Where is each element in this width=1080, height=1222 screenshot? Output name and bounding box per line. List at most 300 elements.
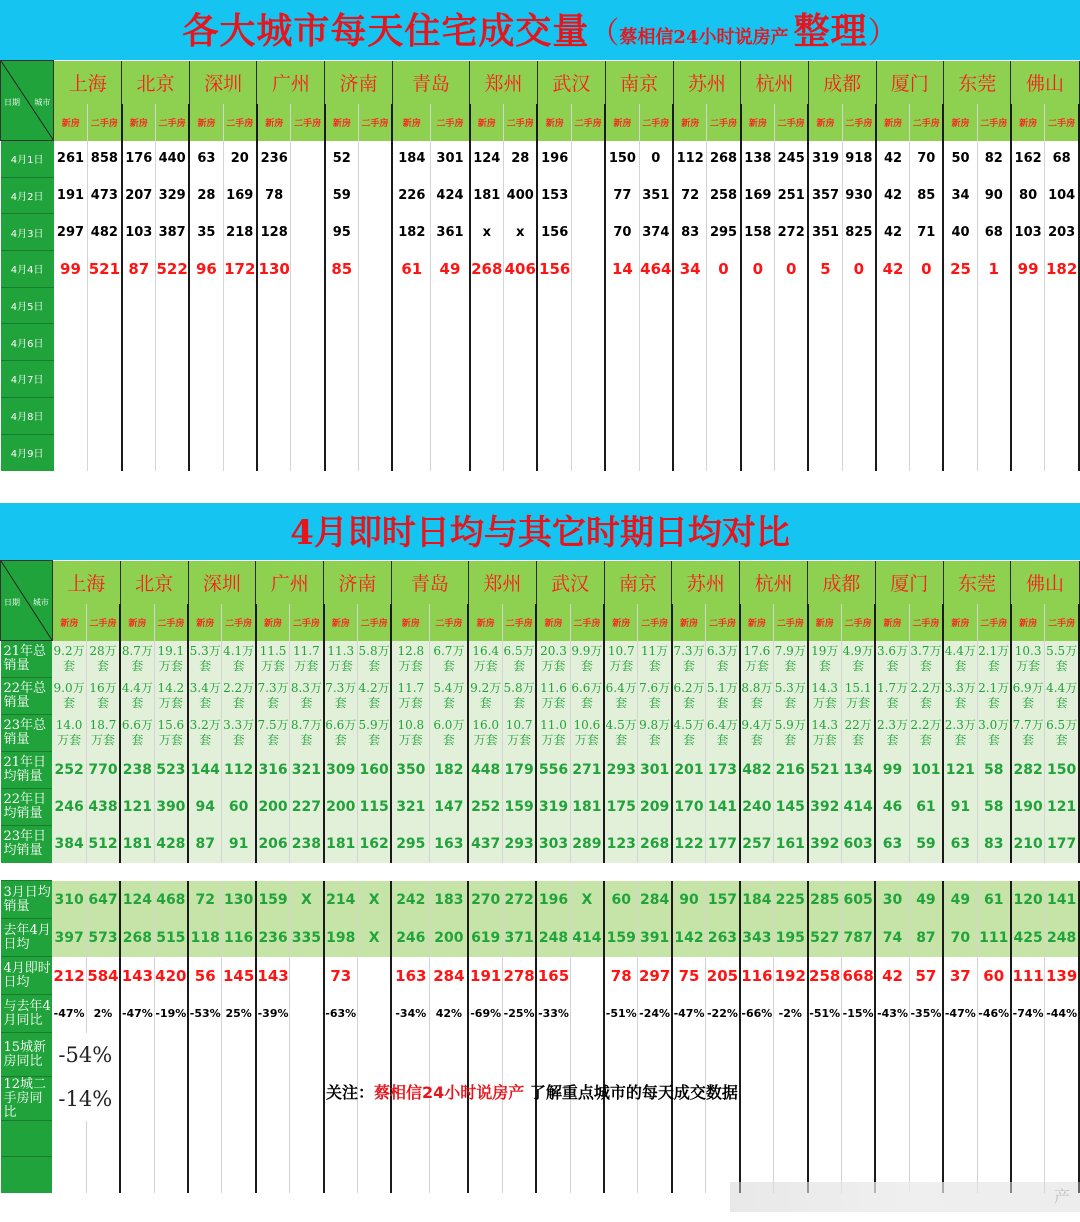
compare-value-cell: 173 xyxy=(706,752,740,789)
compare-subheader-used: 二手房 xyxy=(774,604,808,641)
compare-value-cell: 162 xyxy=(357,826,391,863)
daily-subheader-used: 二手房 xyxy=(775,104,809,141)
compare-value-cell: 7.3万套 xyxy=(256,678,290,715)
empty-cell xyxy=(120,1121,154,1157)
compare-value-cell: 159 xyxy=(502,789,536,826)
daily-subheader-used: 二手房 xyxy=(639,104,673,141)
daily-value-cell xyxy=(571,251,605,288)
daily-value-cell: 521 xyxy=(88,251,122,288)
daily-value-cell xyxy=(537,324,571,361)
compare-value-cell: 6.4万套 xyxy=(604,678,638,715)
daily-value-cell: 158 xyxy=(741,214,775,251)
compare-value-cell: -2% xyxy=(774,995,808,1033)
empty-cell xyxy=(290,1121,324,1157)
daily-value-cell xyxy=(88,361,122,398)
compare-value-cell: 195 xyxy=(774,919,808,957)
compare-value-cell: 160 xyxy=(357,752,391,789)
daily-value-cell xyxy=(775,434,809,471)
daily-value-cell: 169 xyxy=(741,177,775,214)
daily-value-cell: 34 xyxy=(943,177,977,214)
compare-value-cell: 4.2万套 xyxy=(357,678,391,715)
daily-value-cell xyxy=(571,287,605,324)
compare-value-cell: 523 xyxy=(154,752,188,789)
daily-value-cell xyxy=(1011,324,1045,361)
compare-value-cell: 437 xyxy=(468,826,502,863)
compare-value-cell: 161 xyxy=(774,826,808,863)
daily-value-cell: 99 xyxy=(54,251,88,288)
compare-value-cell: 19.1万套 xyxy=(154,641,188,678)
compare-subheader-new: 新房 xyxy=(391,604,430,641)
compare-value-cell: 3.2万套 xyxy=(188,715,222,752)
daily-value-cell: 42 xyxy=(876,141,910,178)
compare-value-cell: 19万套 xyxy=(808,641,842,678)
daily-value-cell xyxy=(571,324,605,361)
daily-value-cell: 0 xyxy=(910,251,944,288)
daily-value-cell: 156 xyxy=(537,251,571,288)
compare-value-cell: 527 xyxy=(808,919,842,957)
daily-value-cell: 28 xyxy=(504,141,538,178)
daily-value-cell: 196 xyxy=(537,141,571,178)
compare-value-cell: 289 xyxy=(570,826,604,863)
daily-value-cell xyxy=(842,324,876,361)
compare-value-cell: 121 xyxy=(1045,789,1079,826)
compare-value-cell: 295 xyxy=(391,826,430,863)
compare-value-cell: 271 xyxy=(570,752,604,789)
compare-value-cell: 120 xyxy=(1011,881,1045,919)
daily-value-cell: 99 xyxy=(1011,251,1045,288)
compare-value-cell: 16万套 xyxy=(86,678,120,715)
daily-value-cell: 0 xyxy=(639,141,673,178)
empty-cell xyxy=(468,1033,502,1077)
compare-value-cell: 335 xyxy=(290,919,324,957)
compare-value-cell: 2.2万套 xyxy=(222,678,256,715)
daily-value-cell xyxy=(291,434,325,471)
daily-subheader-new: 新房 xyxy=(122,104,156,141)
daily-value-cell xyxy=(876,434,910,471)
daily-city-header: 苏州 xyxy=(673,61,741,104)
compare-value-cell: 157 xyxy=(706,881,740,919)
compare-value-cell: 61 xyxy=(977,881,1011,919)
daily-value-cell: 72 xyxy=(673,177,707,214)
follow-note xyxy=(326,1080,738,1103)
daily-value-cell xyxy=(910,397,944,434)
empty-cell xyxy=(570,1157,604,1193)
summary-value: -54% xyxy=(52,1033,120,1077)
empty-cell xyxy=(536,1121,570,1157)
empty-cell xyxy=(502,1157,536,1193)
compare-value-cell: 15.1万套 xyxy=(841,678,875,715)
corner-date-label: 日期 xyxy=(4,598,20,607)
daily-value-cell xyxy=(639,324,673,361)
empty-cell xyxy=(290,1077,324,1121)
compare-value-cell: 159 xyxy=(604,919,638,957)
compare-value-cell: 147 xyxy=(430,789,469,826)
compare-value-cell: -51% xyxy=(604,995,638,1033)
daily-subheader-new: 新房 xyxy=(470,104,504,141)
compare-value-cell: 309 xyxy=(324,752,358,789)
daily-value-cell: 112 xyxy=(673,141,707,178)
daily-value-cell: 0 xyxy=(741,251,775,288)
empty-cell xyxy=(943,1121,977,1157)
daily-value-cell: 40 xyxy=(943,214,977,251)
compare-value-cell: 238 xyxy=(120,752,154,789)
daily-value-cell xyxy=(673,361,707,398)
daily-value-cell: 85 xyxy=(325,251,359,288)
corner-city-label: 城市 xyxy=(32,598,49,607)
daily-city-header: 广州 xyxy=(257,61,325,104)
empty-cell xyxy=(808,1077,842,1121)
compare-value-cell: 49 xyxy=(943,881,977,919)
daily-value-cell: 128 xyxy=(257,214,291,251)
empty-cell xyxy=(808,1121,842,1157)
daily-value-cell xyxy=(571,361,605,398)
compare-value-cell: 246 xyxy=(391,919,430,957)
daily-value-cell: 226 xyxy=(392,177,431,214)
daily-value-cell xyxy=(1045,324,1079,361)
empty-cell xyxy=(120,1033,154,1077)
daily-value-cell: 0 xyxy=(775,251,809,288)
compare-value-cell: 4.9万套 xyxy=(841,641,875,678)
daily-value-cell xyxy=(808,287,842,324)
compare-value-cell: 63 xyxy=(943,826,977,863)
summary-value: -14% xyxy=(52,1077,120,1121)
daily-value-cell: x xyxy=(504,214,538,251)
daily-value-cell: 268 xyxy=(470,251,504,288)
compare-value-cell: 272 xyxy=(502,881,536,919)
compare-value-cell: 257 xyxy=(740,826,774,863)
daily-subheader-new: 新房 xyxy=(876,104,910,141)
compare-value-cell: 177 xyxy=(706,826,740,863)
corner-city-label: 城市 xyxy=(34,98,51,107)
empty-cell xyxy=(977,1121,1011,1157)
daily-value-cell: 83 xyxy=(673,214,707,251)
compare-value-cell: 397 xyxy=(52,919,86,957)
daily-value-cell xyxy=(537,397,571,434)
daily-value-cell: 261 xyxy=(54,141,88,178)
daily-value-cell xyxy=(571,141,605,178)
compare-subheader-new: 新房 xyxy=(808,604,842,641)
compare-value-cell: 61 xyxy=(909,789,943,826)
compare-value-cell: 200 xyxy=(256,789,290,826)
watermark xyxy=(730,1182,1080,1212)
daily-subheader-new: 新房 xyxy=(943,104,977,141)
daily-subheader-new: 新房 xyxy=(189,104,223,141)
daily-value-cell xyxy=(639,287,673,324)
daily-value-cell xyxy=(325,324,359,361)
daily-value-cell xyxy=(1045,397,1079,434)
compare-value-cell: 2.1万套 xyxy=(977,641,1011,678)
empty-cell xyxy=(875,1077,909,1121)
empty-cell xyxy=(86,1157,120,1193)
compare-value-cell: 7.5万套 xyxy=(256,715,290,752)
compare-value-cell: 4.5万套 xyxy=(672,715,706,752)
empty-cell xyxy=(977,1033,1011,1077)
daily-value-cell xyxy=(189,324,223,361)
daily-value-cell: 218 xyxy=(223,214,257,251)
daily-value-cell xyxy=(1045,361,1079,398)
daily-value-cell: 138 xyxy=(741,141,775,178)
compare-value-cell: 209 xyxy=(638,789,672,826)
daily-value-cell: 124 xyxy=(470,141,504,178)
daily-value-cell: 272 xyxy=(775,214,809,251)
empty-cell xyxy=(909,1121,943,1157)
compare-value-cell: 6.7万套 xyxy=(430,641,469,678)
comparison-title: 4月即时日均与其它时期日均对比 xyxy=(290,513,790,553)
compare-value-cell: 163 xyxy=(430,826,469,863)
empty-cell xyxy=(774,1121,808,1157)
compare-value-cell: 83 xyxy=(977,826,1011,863)
compare-value-cell: 263 xyxy=(706,919,740,957)
empty-cell xyxy=(222,1121,256,1157)
compare-subheader-used: 二手房 xyxy=(154,604,188,641)
compare-value-cell: 175 xyxy=(604,789,638,826)
compare-subheader-new: 新房 xyxy=(52,604,86,641)
title-paren-open: （ xyxy=(589,16,620,51)
compare-value-cell: 111 xyxy=(977,919,1011,957)
daily-value-cell: 34 xyxy=(673,251,707,288)
empty-cell xyxy=(256,1033,290,1077)
date-label: 4月9日 xyxy=(1,434,54,471)
daily-subheader-used: 二手房 xyxy=(223,104,257,141)
empty-cell xyxy=(706,1033,740,1077)
compare-value-cell: 91 xyxy=(943,789,977,826)
empty-cell xyxy=(1011,1077,1045,1121)
empty-cell xyxy=(430,1033,469,1077)
daily-value-cell xyxy=(537,287,571,324)
empty-cell xyxy=(52,1157,86,1193)
compare-value-cell: 8.7万套 xyxy=(290,715,324,752)
empty-cell xyxy=(841,1121,875,1157)
daily-subheader-new: 新房 xyxy=(537,104,571,141)
compare-value-cell: 90 xyxy=(672,881,706,919)
daily-value-cell xyxy=(291,251,325,288)
daily-value-cell xyxy=(392,434,431,471)
empty-cell xyxy=(841,1033,875,1077)
daily-value-cell xyxy=(189,287,223,324)
compare-value-cell: 74 xyxy=(875,919,909,957)
row-label-empty xyxy=(1,1121,53,1157)
compare-value-cell: 5.5万套 xyxy=(1045,641,1079,678)
compare-value-cell: 9.8万套 xyxy=(638,715,672,752)
compare-value-cell: 5.9万套 xyxy=(774,715,808,752)
daily-subheader-used: 二手房 xyxy=(291,104,325,141)
empty-cell xyxy=(875,1121,909,1157)
daily-value-cell: 150 xyxy=(605,141,639,178)
compare-value-cell: 179 xyxy=(502,752,536,789)
daily-value-cell xyxy=(910,361,944,398)
daily-value-cell xyxy=(358,177,392,214)
compare-value-cell: 22万套 xyxy=(841,715,875,752)
daily-value-cell xyxy=(1011,434,1045,471)
compare-value-cell: 144 xyxy=(188,752,222,789)
compare-value-cell: 392 xyxy=(808,789,842,826)
compare-value-cell: 2.3万套 xyxy=(875,715,909,752)
daily-value-cell: 68 xyxy=(977,214,1011,251)
daily-value-cell: 245 xyxy=(775,141,809,178)
daily-value-cell xyxy=(257,324,291,361)
compare-subheader-new: 新房 xyxy=(672,604,706,641)
compare-value-cell: 556 xyxy=(536,752,570,789)
daily-value-cell xyxy=(707,361,741,398)
daily-value-cell xyxy=(808,324,842,361)
daily-value-cell xyxy=(943,361,977,398)
compare-value-cell: 428 xyxy=(154,826,188,863)
daily-value-cell xyxy=(291,214,325,251)
compare-value-cell: 16.0万套 xyxy=(468,715,502,752)
daily-volume-table xyxy=(0,60,1080,501)
daily-subheader-used: 二手房 xyxy=(842,104,876,141)
compare-value-cell: 425 xyxy=(1011,919,1045,957)
empty-cell xyxy=(909,1033,943,1077)
compare-value-cell: 6.5万套 xyxy=(502,641,536,678)
daily-value-cell: 42 xyxy=(876,251,910,288)
compare-value-cell: 414 xyxy=(841,789,875,826)
daily-value-cell: 357 xyxy=(808,177,842,214)
daily-value-cell xyxy=(325,361,359,398)
daily-value-cell: 207 xyxy=(122,177,156,214)
empty-cell xyxy=(943,1077,977,1121)
daily-value-cell: 156 xyxy=(537,214,571,251)
compare-city-header: 苏州 xyxy=(672,561,740,604)
compare-value-cell: 201 xyxy=(672,752,706,789)
compare-value-cell: 142 xyxy=(672,919,706,957)
daily-value-cell xyxy=(257,361,291,398)
empty-cell xyxy=(740,1033,774,1077)
compare-value-cell: 10.6万套 xyxy=(570,715,604,752)
compare-value-cell: 787 xyxy=(841,919,875,957)
daily-value-cell: 70 xyxy=(910,141,944,178)
empty-cell xyxy=(430,1157,469,1193)
daily-value-cell xyxy=(392,287,431,324)
daily-value-cell xyxy=(673,434,707,471)
compare-value-cell: 7.3万套 xyxy=(324,678,358,715)
compare-value-cell: 5.8万套 xyxy=(502,678,536,715)
compare-value-cell: 8.8万套 xyxy=(740,678,774,715)
compare-value-cell: 42% xyxy=(430,995,469,1033)
compare-value-cell: 212 xyxy=(52,957,86,995)
compare-value-cell: 46 xyxy=(875,789,909,826)
compare-value-cell: 573 xyxy=(86,919,120,957)
daily-value-cell xyxy=(504,361,538,398)
compare-value-cell: 123 xyxy=(604,826,638,863)
comparison-title-banner xyxy=(0,503,1080,560)
daily-value-cell: 258 xyxy=(707,177,741,214)
compare-value-cell: 9.4万套 xyxy=(740,715,774,752)
daily-value-cell: 20 xyxy=(223,141,257,178)
daily-value-cell xyxy=(257,434,291,471)
compare-value-cell: 278 xyxy=(502,957,536,995)
daily-value-cell xyxy=(189,434,223,471)
compare-value-cell: -44% xyxy=(1045,995,1079,1033)
compare-value-cell: 196 xyxy=(536,881,570,919)
compare-value-cell: 5.3万套 xyxy=(188,641,222,678)
compare-value-cell: X xyxy=(570,881,604,919)
empty-cell xyxy=(1045,1121,1079,1157)
daily-subheader-used: 二手房 xyxy=(1045,104,1079,141)
compare-value-cell: 6.0万套 xyxy=(430,715,469,752)
compare-value-cell: 8.7万套 xyxy=(120,641,154,678)
compare-value-cell: -33% xyxy=(536,995,570,1033)
compare-value-cell: -47% xyxy=(52,995,86,1033)
compare-value-cell: 227 xyxy=(290,789,324,826)
compare-value-cell: 159 xyxy=(256,881,290,919)
row-label: 15城新房同比 xyxy=(1,1033,53,1077)
compare-value-cell: 7.9万套 xyxy=(774,641,808,678)
compare-value-cell: 3.3万套 xyxy=(222,715,256,752)
compare-value-cell: 11.6万套 xyxy=(536,678,570,715)
daily-value-cell: 103 xyxy=(1011,214,1045,251)
compare-value-cell: 16.4万套 xyxy=(468,641,502,678)
daily-value-cell xyxy=(741,324,775,361)
daily-value-cell xyxy=(605,361,639,398)
compare-value-cell: -24% xyxy=(638,995,672,1033)
daily-value-cell xyxy=(504,397,538,434)
compare-value-cell: 6.3万套 xyxy=(706,641,740,678)
daily-value-cell xyxy=(122,361,156,398)
daily-subheader-used: 二手房 xyxy=(155,104,189,141)
empty-cell xyxy=(290,1157,324,1193)
row-label: 21年日均销量 xyxy=(1,752,53,789)
compare-value-cell: 14.2万套 xyxy=(154,678,188,715)
daily-value-cell xyxy=(1045,287,1079,324)
compare-value-cell: 11.5万套 xyxy=(256,641,290,678)
row-label: 22年日均销量 xyxy=(1,789,53,826)
compare-value-cell: -53% xyxy=(188,995,222,1033)
daily-value-cell xyxy=(358,141,392,178)
compare-value-cell: 78 xyxy=(604,957,638,995)
compare-value-cell: 3.4万套 xyxy=(188,678,222,715)
daily-value-cell: 176 xyxy=(122,141,156,178)
daily-value-cell: 0 xyxy=(842,251,876,288)
row-label: 3月日均销量 xyxy=(1,881,53,919)
daily-value-cell xyxy=(943,287,977,324)
compare-subheader-used: 二手房 xyxy=(977,604,1011,641)
title-suffix: 整理 xyxy=(793,10,868,52)
daily-value-cell xyxy=(842,287,876,324)
daily-value-cell: 59 xyxy=(325,177,359,214)
compare-value-cell: 11.3万套 xyxy=(324,641,358,678)
compare-subheader-used: 二手房 xyxy=(502,604,536,641)
daily-value-cell xyxy=(775,287,809,324)
follow-note-suffix: 了解重点城市的每天成交数据 xyxy=(524,1083,738,1102)
daily-value-cell: 90 xyxy=(977,177,1011,214)
compare-value-cell: 468 xyxy=(154,881,188,919)
compare-value-cell: 58 xyxy=(977,789,1011,826)
daily-city-header: 北京 xyxy=(122,61,190,104)
compare-value-cell: 371 xyxy=(502,919,536,957)
date-label: 4月5日 xyxy=(1,287,54,324)
compare-value-cell: 192 xyxy=(774,957,808,995)
empty-cell xyxy=(672,1157,706,1193)
daily-value-cell xyxy=(808,361,842,398)
daily-value-cell: 14 xyxy=(605,251,639,288)
daily-value-cell: 184 xyxy=(392,141,431,178)
daily-value-cell xyxy=(223,287,257,324)
compare-value-cell: 99 xyxy=(875,752,909,789)
daily-value-cell xyxy=(189,361,223,398)
daily-value-cell xyxy=(155,434,189,471)
daily-value-cell xyxy=(977,397,1011,434)
daily-subheader-used: 二手房 xyxy=(431,104,470,141)
daily-value-cell xyxy=(1011,287,1045,324)
compare-value-cell: 384 xyxy=(52,826,86,863)
daily-value-cell xyxy=(910,324,944,361)
empty-cell xyxy=(774,1033,808,1077)
row-label: 去年4月日均 xyxy=(1,919,53,957)
compare-value-cell: 200 xyxy=(430,919,469,957)
compare-value-cell: 14.3万套 xyxy=(808,715,842,752)
compare-value-cell: 11.7万套 xyxy=(290,641,324,678)
